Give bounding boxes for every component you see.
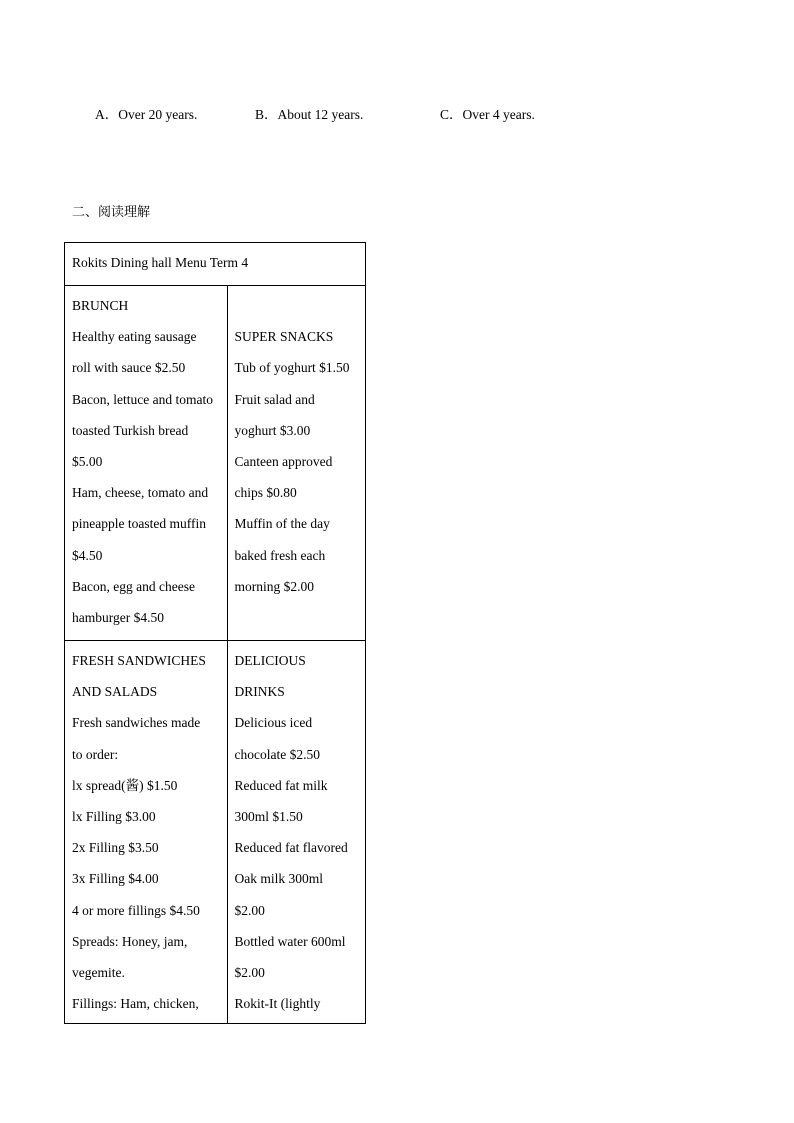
brunch-line: Ham, cheese, tomato and bbox=[72, 485, 209, 501]
sandwiches-heading: AND SALADS bbox=[72, 684, 158, 700]
brunch-line: Healthy eating sausage bbox=[72, 329, 197, 345]
drinks-heading: DRINKS bbox=[234, 684, 285, 700]
snacks-line: Canteen approved bbox=[234, 454, 333, 469]
drinks-line: Bottled water 600ml bbox=[234, 933, 346, 949]
snacks-line: baked fresh each bbox=[234, 547, 326, 563]
brunch-heading: BRUNCH bbox=[72, 298, 129, 313]
sandwiches-line: 3x Filling $4.00 bbox=[72, 871, 159, 887]
brunch-line: pineapple toasted muffin bbox=[72, 516, 206, 532]
snacks-heading: SUPER SNACKS bbox=[234, 329, 334, 345]
drinks-line: Reduced fat flavored bbox=[234, 840, 348, 856]
sandwiches-line: to order: bbox=[72, 746, 119, 762]
drinks-line: 300ml $1.50 bbox=[234, 809, 303, 825]
snacks-line: morning $2.00 bbox=[234, 578, 315, 594]
drinks-line: Rokit-It (lightly bbox=[234, 996, 321, 1012]
sandwiches-cell bbox=[65, 641, 228, 1024]
brunch-line: toasted Turkish bread bbox=[72, 422, 189, 438]
section-title: 二、阅读理解 bbox=[72, 205, 151, 220]
menu-title: Rokits Dining hall Menu Term 4 bbox=[65, 243, 366, 286]
brunch-line: $5.00 bbox=[72, 454, 103, 470]
option-a: A．Over 20 years. bbox=[95, 107, 198, 122]
sandwiches-line: 4 or more fillings $4.50 bbox=[72, 902, 200, 918]
drinks-line: Oak milk 300ml bbox=[234, 871, 324, 887]
spacer bbox=[235, 290, 358, 321]
menu-table bbox=[64, 242, 366, 1024]
drinks-cell bbox=[227, 641, 365, 1024]
snacks-line: yoghurt $3.00 bbox=[234, 422, 311, 438]
drinks-line: $2.00 bbox=[234, 902, 265, 918]
sandwiches-line: Fresh sandwiches made bbox=[72, 715, 201, 731]
brunch-line: Bacon, lettuce and tomato bbox=[72, 391, 213, 407]
brunch-cell bbox=[65, 286, 228, 641]
sandwiches-line: vegemite. bbox=[72, 965, 125, 981]
sandwiches-line: lx Filling $3.00 bbox=[72, 809, 156, 825]
drinks-line: Delicious iced bbox=[234, 715, 313, 731]
snacks-line: Muffin of the day bbox=[234, 516, 330, 532]
brunch-line: Bacon, egg and cheese bbox=[72, 578, 195, 594]
drinks-line: chocolate $2.50 bbox=[234, 746, 321, 762]
drinks-line: Reduced fat milk bbox=[234, 777, 328, 793]
option-c: C．Over 4 years. bbox=[440, 107, 535, 122]
brunch-line: $4.50 bbox=[72, 547, 103, 563]
option-b: B．About 12 years. bbox=[255, 107, 364, 122]
drinks-line: $2.00 bbox=[234, 965, 265, 981]
sandwiches-line: lx spread(酱) $1.50 bbox=[72, 777, 178, 793]
snacks-line: chips $0.80 bbox=[234, 485, 297, 501]
brunch-line: hamburger $4.50 bbox=[72, 610, 164, 626]
snacks-line: Tub of yoghurt $1.50 bbox=[234, 360, 350, 376]
drinks-heading: DELICIOUS bbox=[234, 653, 306, 668]
snacks-line: Fruit salad and bbox=[234, 391, 315, 407]
sandwiches-line: Fillings: Ham, chicken, bbox=[72, 996, 199, 1012]
sandwiches-line: 2x Filling $3.50 bbox=[72, 840, 159, 856]
super-snacks-cell bbox=[227, 286, 365, 641]
sandwiches-heading: FRESH SANDWICHES bbox=[72, 653, 206, 668]
brunch-line: roll with sauce $2.50 bbox=[72, 360, 186, 376]
sandwiches-line: Spreads: Honey, jam, bbox=[72, 933, 188, 949]
